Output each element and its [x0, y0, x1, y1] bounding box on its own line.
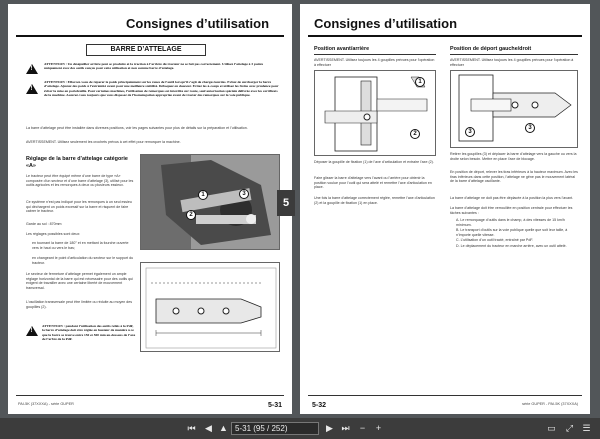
column-2-rule	[450, 54, 578, 55]
paragraph-4: Les réglages possibles sont deux:	[26, 232, 81, 236]
column-1-paragraph-1: Déposer la goupille de fixation (1) de l’axe d’articulation et extraire l’axe (2).	[314, 160, 434, 164]
page-right	[300, 4, 590, 414]
column-2-warning: AVERTISSEMENT. Utilisez toujours les 4 goupilles prévues pour l’opération à effectuer	[450, 58, 574, 67]
page-number: 5-32	[312, 402, 327, 409]
drawbar-diagram-drawing	[141, 263, 280, 352]
attention-text-2: ATTENTION : Efforcez-vous de réparer le poids principalement sur les roues de l’outil lorsqu’il s’agit de charges lourdes. Evitez de surcharger la barre d’attelage. Ajustez des poids à l’extrémité avant pour une meilleure stabilité. Déboquez en douceur. Evitez les à-coups et utilisez les freins avec prudence pour éviter la mise en portefeuille. Pour certaines machines, l’utilisation de remorques est interdite sur route, sauf autorisation spéciale délivrée avec les certificats de la machine. Assurez-vous toujours que vous disposez de l’homologation appropriée avant de tracter des remorques sur la voie publique.	[44, 80, 279, 97]
drawbar-offset-diagram	[450, 70, 578, 148]
callout-3: 3	[239, 189, 249, 199]
footer-text: série GUPER - PAI-5K (37XXXA)	[522, 402, 578, 406]
callout-3: 3	[465, 127, 475, 137]
column-2-item-a: A. Le remorquage d’outils dans le champ, à des vitesses de 15 km/h minimum.	[456, 218, 565, 227]
paragraph-2: Ce système n’est pas indiqué pour les remorques à un seul essieu qui déchargent un poids excessif sur la barre et risquent de faire cabrer le tracteur.	[26, 200, 132, 214]
section-title: BARRE D’ATTELAGE	[86, 44, 206, 56]
first-page-icon[interactable]: ⏮	[187, 423, 196, 433]
last-page-icon[interactable]: ⏭	[341, 423, 350, 433]
footer-rule	[16, 395, 284, 396]
prev-page-icon[interactable]: ◀	[205, 423, 212, 433]
callout-1: 1	[198, 190, 208, 200]
page-number: 5-31	[267, 402, 282, 409]
zoom-out-icon[interactable]: −	[359, 423, 366, 433]
page-header-title: Consignes d’utilisation	[314, 16, 458, 31]
attention-text-1: ATTENTION : Un désépuiller arrière peut se produire et la traction à l’arrière du tracteur ne se fait pas correctement. Utilisez l’attelage à 3 points uniquement avec des outils conçus pour cette utilisation et non comme barre d’attelage.	[44, 62, 264, 71]
column-1-rule	[314, 54, 436, 55]
warning-icon	[26, 326, 38, 336]
column-2-paragraph-3: La barre d’attelage ne doit pas être déplacée à la position la plus vers l’avant.	[450, 196, 574, 200]
bullet-2: en changeant le point d’articulation du secteur sur le support du tracteur.	[32, 256, 134, 265]
column-1-paragraph-2: Faire glisser la barre d’attelage vers l’avant ou l’arrière pour obtenir la position voulue pour l’outil qui sera attelé et remettre l’axe d’articulation en place.	[314, 176, 432, 190]
zoom-in-icon[interactable]: +	[375, 423, 382, 433]
column-2-item-c: C. L’utilisation d’un outil tracté, entraîné par PdF.	[456, 238, 534, 242]
page-number-input[interactable]: 5-31 (95 / 252)	[231, 422, 319, 435]
body-paragraph: La barre d’attelage peut être installée dans diverses positions, voir les pages suivantes pour plus de détails sur la préparation et l’utilisation.	[26, 126, 248, 130]
warning-paragraph: AVERTISSEMENT. Utilisez seulement les crochets prévus à cet effet pour remorquer la machine.	[26, 140, 181, 144]
column-2-paragraph-4: La barre d’attelage doit être verrouillée en position centrale pour effectuer les tâches suivantes :	[450, 206, 573, 215]
bullet-1: en tournant la barre de 180° et en mettant la fourche ouverte vers le haut ou vers le bas;	[32, 241, 129, 250]
fit-page-icon[interactable]: ▭	[547, 423, 556, 433]
drawbar-diagram	[140, 262, 280, 352]
attention-text-3: ATTENTION : pendant l’utilisation des outils reliés à la PdF, la barre d’attelage doit être réglée en hauteur de manière à ce que la barre se trouve entre 150 et 500 mm au-dessous de l’axe de l’arbre de la PdF.	[42, 324, 136, 341]
callout-3: 3	[525, 123, 535, 133]
chapter-tab: 5	[277, 190, 295, 216]
paragraph-5: Le secteur de fermeture d’attelage permet également un ample réglage horizontal de la barre qui est nécessaire pour des outils qui exigent de travailler avec une certaine liberté de mouvement transversal.	[26, 272, 133, 290]
callout-2: 2	[410, 129, 420, 139]
warning-icon	[26, 64, 38, 74]
column-1-warning: AVERTISSEMENT. Utilisez toujours les 4 goupilles prévues pour l’opération à effectuer	[314, 58, 435, 67]
page-header-title: Consignes d’utilisation	[126, 16, 270, 31]
header-rule	[308, 35, 582, 37]
drawbar-photo-drawing	[141, 155, 280, 250]
footer-text: PAI-5K (37XXXA) - série GUPER	[18, 402, 74, 406]
paragraph-3: Garde au sol : 870mm	[26, 222, 62, 226]
column-2-item-b: B. Le transport d’outils sur la voie publique quelle que soit leur taille, à n’importe quelle vitesse.	[456, 228, 568, 237]
next-page-icon[interactable]: ▶	[326, 423, 333, 433]
paragraph-6: L’oscillation transversale peut être limitée ou réduite au moyen des goupilles (2).	[26, 300, 133, 309]
callout-1: 1	[415, 77, 425, 87]
viewer-toolbar	[0, 418, 600, 439]
warning-icon	[26, 84, 38, 94]
column-1-paragraph-3: Une fois la barre d’attelage correctement réglée, remettre l’axe d’articulation (2) et la goupille de fixation (1) en place.	[314, 196, 435, 205]
header-rule	[16, 35, 284, 37]
footer-rule	[308, 395, 582, 396]
column-2-item-d: D. Le déplacement du tracteur en marche arrière, avec un outil attelé.	[456, 244, 567, 248]
column-1-title: Position avant/arrière	[314, 46, 370, 52]
subsection-heading: Réglage de la barre d’attelage catégorie «A»	[26, 156, 128, 169]
up-page-icon[interactable]: ▲	[219, 423, 228, 433]
column-2-paragraph-2: En position de déport, relever les tiras inférieurs à la hauteur maximum. Avec les tiras inférieurs dans cette position, l’attelage ne gêne pas le mouvement latéral de la barre d’attelage oscillante.	[450, 170, 578, 184]
menu-icon[interactable]: ☰	[582, 423, 591, 433]
paragraph-1: Le tracteur peut être équipé même d’une barre de type «A» composée d’un secteur et d’une barre d’attelage (3), utilisé pour les outils agricoles et les remorques à deux ou plusieurs essieux.	[26, 174, 134, 188]
drawbar-photo	[140, 154, 280, 250]
fit-width-icon[interactable]: ⤢	[565, 423, 574, 433]
drawbar-front-rear-diagram	[314, 70, 436, 156]
column-2-title: Position de déport gauche/droit	[450, 46, 532, 52]
callout-2: 2	[186, 210, 196, 220]
page-left	[8, 4, 292, 414]
column-2-paragraph-1: Retirer les goupilles (3) et déplacer la barre d’attelage vers la gauche ou vers la droite selon besoin. Mettre en place l’axe de blocage.	[450, 152, 577, 161]
